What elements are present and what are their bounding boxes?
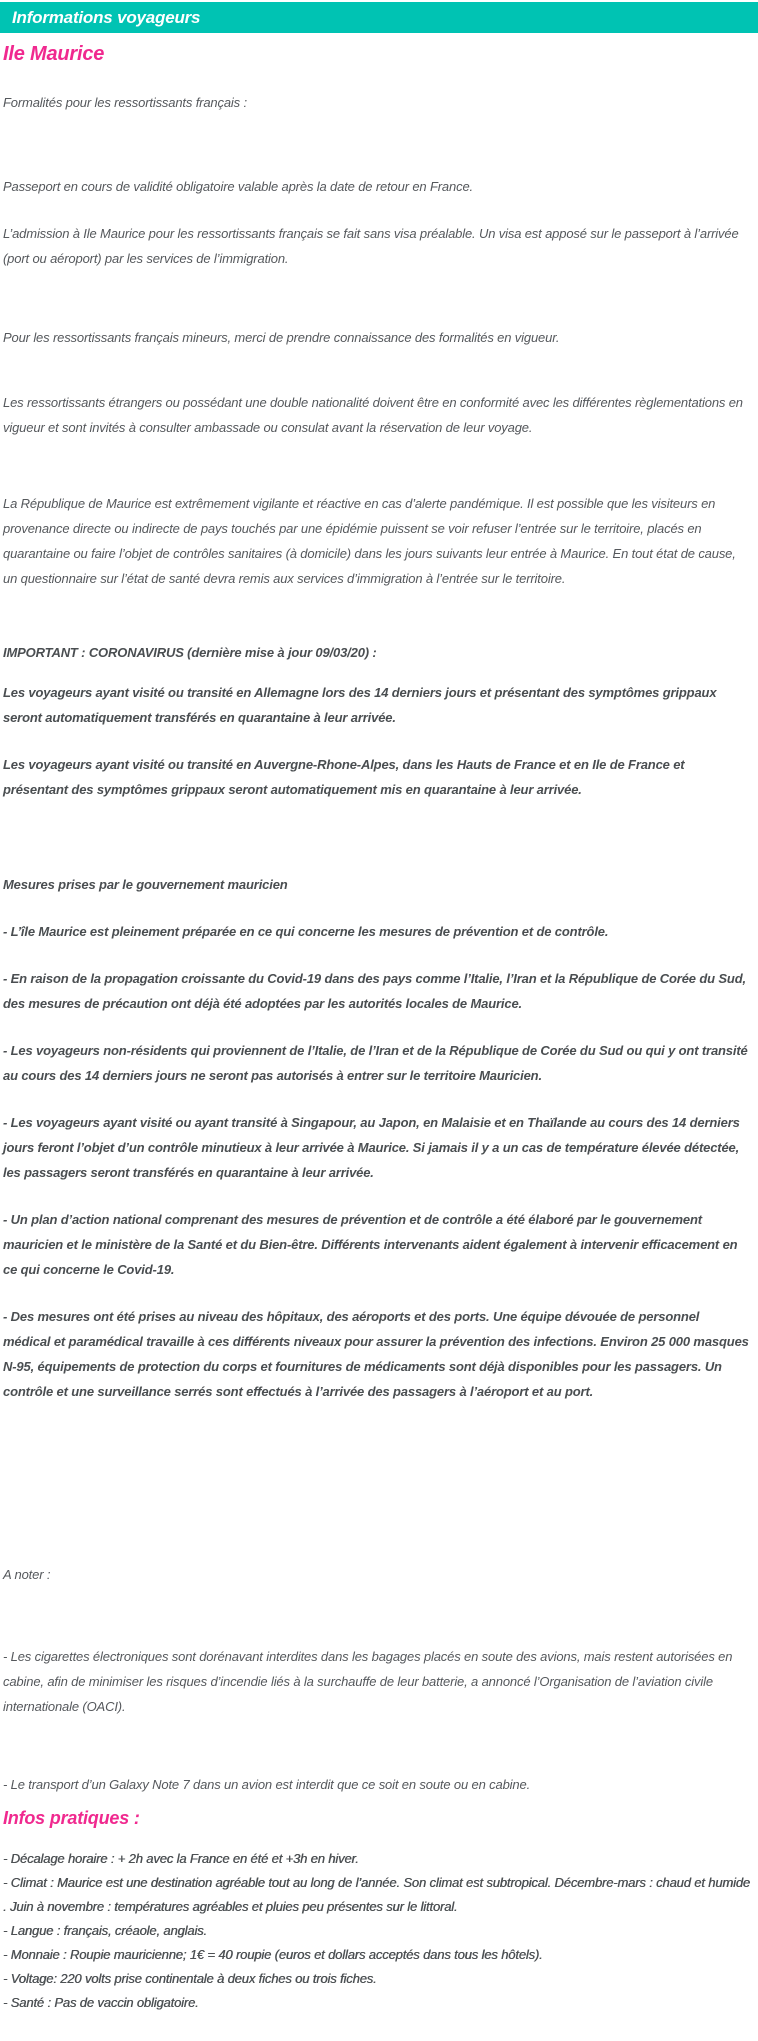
a-noter-item-galaxy-note-7: - Le transport d’un Galaxy Note 7 dans un avion est interdit que ce soit en soute ou en cabine. (3, 1777, 531, 1792)
mesures-item-plan-national: - Un plan d’action national comprenant des mesures de prévention et de contrôle a été élaboré par le gouvernement mauricien et le ministère de la Santé et du Bien-être. Différents intervenants aident également à intervenir efficacement en ce qui concerne le Covid-19. (3, 1212, 738, 1277)
important-paragraph-auvergne: Les voyageurs ayant visité ou transité en Auvergne-Rhone-Alpes, dans les Hauts de France et en Ile de France et présentant des symptômes grippaux seront automatiquement mis en quarantaine à leur arrivée. (3, 757, 685, 797)
a-noter-item-cigarettes: - Les cigarettes électroniques sont dorénavant interdites dans les bagages placés en soute des avions, mais restent autorisées en cabine, afin de minimiser les risques d’incendie liés à la surchauffe de leur batterie, a annoncé l’Organisation de l’aviation civile internationale (OACI). (3, 1649, 733, 1714)
paragraph-passeport: Passeport en cours de validité obligatoire valable après la date de retour en France. (3, 179, 473, 194)
infos-item-voltage: - Voltage: 220 volts prise continentale à deux fiches ou trois fiches. (3, 1971, 377, 1986)
important-paragraph-allemagne: Les voyageurs ayant visité ou transité en Allemagne lors des 14 derniers jours et présentant des symptômes grippaux seront automatiquement transférés en quarantaine à leur arrivée. (3, 685, 717, 725)
paragraph-double-nationalite: Les ressortissants étrangers ou possédant une double nationalité doivent être en conformité avec les différentes règlementations en vigueur et sont invités à consulter ambassade ou consulat avant la réservation de leur voyage. (3, 395, 743, 435)
informations-voyageurs-banner (0, 2, 758, 33)
infos-item-sante: - Santé : Pas de vaccin obligatoire. (3, 1995, 199, 2010)
mesures-item-non-residents: - Les voyageurs non-résidents qui proviennent de l’Italie, de l’Iran et de la République de Corée du Sud ou qui y ont transité au cours des 14 derniers jours ne seront pas autorisés à entrer sur le territoire Mauricien. (3, 1043, 748, 1083)
mesures-item-preparation: - L’île Maurice est pleinement préparée en ce qui concerne les mesures de prévention et de contrôle. (3, 924, 609, 939)
mesures-item-controle-singapour: - Les voyageurs ayant visité ou ayant transité à Singapour, au Japon, en Malaisie et en Thaïlande au cours des 14 derniers jours feront l’objet d’un contrôle minutieux à leur arrivée à Maurice. Si jamais il y a un cas de température élevée détectée, les passagers seront transférés en quarantaine à leur arrivée. (3, 1115, 740, 1180)
important-coronavirus-title: IMPORTANT : CORONAVIRUS (dernière mise à jour 09/03/20) : (3, 645, 377, 660)
mesures-title: Mesures prises par le gouvernement mauricien (3, 877, 288, 892)
travel-info-document (0, 41, 758, 2015)
paragraph-mineurs: Pour les ressortissants français mineurs, merci de prendre connaissance des formalités en vigueur. (3, 330, 560, 345)
formalites-intro: Formalités pour les ressortissants français : (3, 95, 247, 110)
page-title: Ile Maurice (3, 43, 105, 65)
infos-pratiques-title: Infos pratiques : (3, 1808, 140, 1828)
infos-item-langue: - Langue : français, créaole, anglais. (3, 1923, 207, 1938)
a-noter-title: A noter : (3, 1567, 51, 1582)
paragraph-admission-visa: L’admission à Ile Maurice pour les ressortissants français se fait sans visa préalable. Un visa est apposé sur le passeport à l’arrivée (port ou aéroport) par les services de l’immigration. (3, 226, 739, 266)
banner-title: Informations voyageurs (12, 7, 201, 27)
paragraph-alerte-pandemique: La République de Maurice est extrêmement vigilante et réactive en cas d’alerte pandémique. Il est possible que les visiteurs en provenance directe ou indirecte de pays touchés par une épidémie puissent se voir refuser l’entrée sur le territoire, placés en quarantaine ou faire l’objet de contrôles sanitaires (à domicile) dans les jours suivants leur entrée à Maurice. En tout état de cause, un questionnaire sur l’état de santé devra remis aux services d’immigration à l’entrée sur le territoire. (3, 496, 736, 586)
mesures-item-hopitaux: - Des mesures ont été prises au niveau des hôpitaux, des aéroports et des ports. Une équipe dévouée de personnel médical et paramédical travaille à ces différents niveaux pour assurer la prévention des infections. Environ 25 000 masques N-95, équipements de protection du corps et fournitures de médicaments sont déjà disponibles pour les passagers. Un contrôle et une surveillance serrés sont effectués à l’arrivée des passagers à l’aéroport et au port. (3, 1309, 749, 1399)
infos-item-monnaie: - Monnaie : Roupie mauricienne; 1€ = 40 roupie (euros et dollars acceptés dans tous les hôtels). (3, 1947, 543, 1962)
infos-item-decalage-horaire: - Décalage horaire : + 2h avec la France en été et +3h en hiver. (3, 1851, 359, 1866)
mesures-item-propagation: - En raison de la propagation croissante du Covid-19 dans des pays comme l’Italie, l’Iran et la République de Corée du Sud, des mesures de précaution ont déjà été adoptées par les autorités locales de Maurice. (3, 971, 746, 1011)
infos-item-climat: - Climat : Maurice est une destination agréable tout au long de l’année. Son climat est subtropical. Décembre-mars : chaud et humide . Juin à novembre : températures agréables et pluies peu présentes sur le littoral. (3, 1875, 750, 1914)
